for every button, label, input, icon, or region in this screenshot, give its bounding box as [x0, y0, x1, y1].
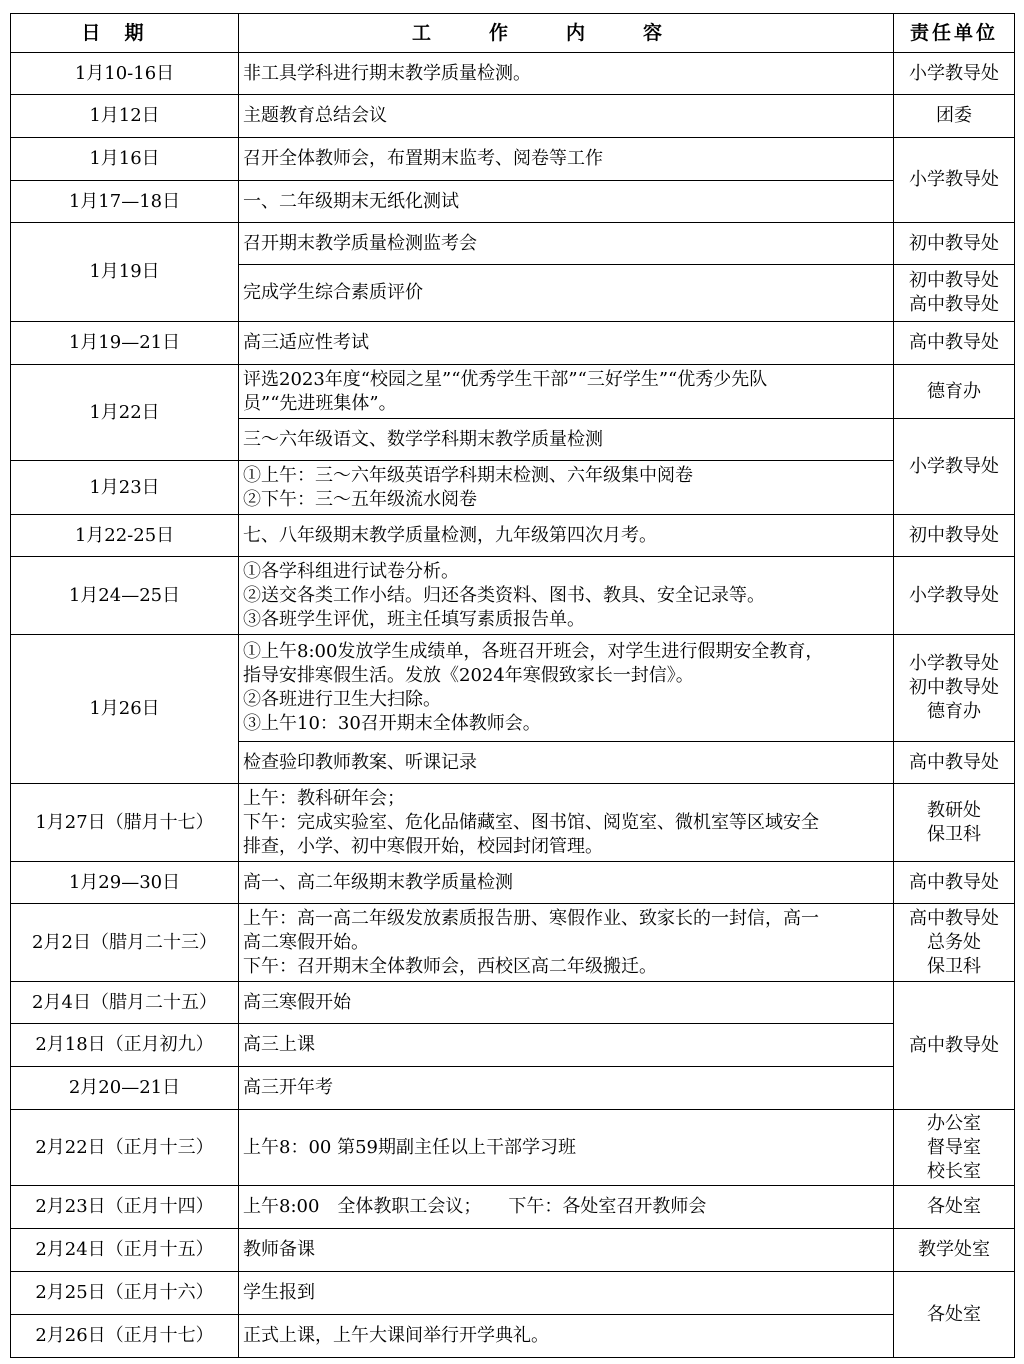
work-cell: ①各学科组进行试卷分析。 ②送交各类工作小结。归还各类资料、图书、教具、安全记录等。 ③各班学生评优，班主任填写素质报告单。 — [239, 557, 894, 635]
unit-cell: 小学教导处 初中教导处 德育办 — [894, 635, 1015, 742]
date-cell: 1月19日 — [11, 223, 239, 322]
table-row — [11, 1315, 1015, 1358]
table-row — [11, 635, 1015, 742]
table-row — [11, 1024, 1015, 1067]
date-cell: 1月26日 — [11, 635, 239, 784]
table-row — [11, 557, 1015, 635]
date-cell: 1月16日 — [11, 138, 239, 181]
work-cell: 上午8:00 全体教职工会议； 下午：各处室召开教师会 — [239, 1186, 894, 1229]
date-cell: 2月18日（正月初九） — [11, 1024, 239, 1067]
unit-cell: 高中教导处 — [894, 862, 1015, 904]
unit-cell: 小学教导处 — [894, 419, 1015, 515]
table-row — [11, 515, 1015, 557]
table-row — [11, 982, 1015, 1024]
work-cell: 学生报到 — [239, 1272, 894, 1315]
unit-cell: 教学处室 — [894, 1229, 1015, 1272]
table-row — [11, 95, 1015, 138]
date-cell: 2月22日（正月十三） — [11, 1110, 239, 1186]
work-cell: 非工具学科进行期末教学质量检测。 — [239, 53, 894, 95]
unit-cell: 各处室 — [894, 1186, 1015, 1229]
date-cell: 2月26日（正月十七） — [11, 1315, 239, 1358]
date-cell: 1月17—18日 — [11, 181, 239, 223]
date-cell: 2月20—21日 — [11, 1067, 239, 1110]
date-cell: 1月23日 — [11, 461, 239, 515]
table-row — [11, 138, 1015, 181]
date-cell: 1月12日 — [11, 95, 239, 138]
unit-cell: 办公室 督导室 校长室 — [894, 1110, 1015, 1186]
work-cell: 完成学生综合素质评价 — [239, 265, 894, 322]
date-cell: 2月25日（正月十六） — [11, 1272, 239, 1315]
unit-cell: 高中教导处 — [894, 322, 1015, 365]
table-row — [11, 1186, 1015, 1229]
table-row — [11, 322, 1015, 365]
work-cell: 高三上课 — [239, 1024, 894, 1067]
unit-cell: 各处室 — [894, 1272, 1015, 1358]
unit-cell: 初中教导处 — [894, 223, 1015, 265]
work-cell: 一、二年级期末无纸化测试 — [239, 181, 894, 223]
table-header-row — [11, 14, 1015, 53]
work-cell: 高三寒假开始 — [239, 982, 894, 1024]
schedule-table — [10, 13, 1015, 1358]
date-cell: 1月22-25日 — [11, 515, 239, 557]
unit-cell: 初中教导处 — [894, 515, 1015, 557]
work-cell: 高三开年考 — [239, 1067, 894, 1110]
table-row — [11, 1067, 1015, 1110]
work-cell: 七、八年级期末教学质量检测，九年级第四次月考。 — [239, 515, 894, 557]
table-row — [11, 1272, 1015, 1315]
unit-cell: 团委 — [894, 95, 1015, 138]
work-cell: 教师备课 — [239, 1229, 894, 1272]
schedule-page — [10, 13, 1014, 1358]
table-row — [11, 862, 1015, 904]
unit-cell: 德育办 — [894, 365, 1015, 419]
unit-cell: 小学教导处 — [894, 138, 1015, 223]
table-row — [11, 53, 1015, 95]
table-row — [11, 1110, 1015, 1186]
work-cell: 召开全体教师会，布置期末监考、阅卷等工作 — [239, 138, 894, 181]
work-cell: ①上午8:00发放学生成绩单，各班召开班会，对学生进行假期安全教育， 指导安排寒假生活。发放《2024年寒假致家长一封信》。 ②各班进行卫生大扫除。 ③上午10：30召开期末全体教师会。 — [239, 635, 894, 742]
date-cell: 1月27日（腊月十七） — [11, 784, 239, 862]
date-cell: 1月29—30日 — [11, 862, 239, 904]
unit-cell: 高中教导处 — [894, 742, 1015, 784]
work-cell: 评选2023年度“校园之星”“优秀学生干部”“三好学生”“优秀少先队 员”“先进班集体”。 — [239, 365, 894, 419]
unit-cell: 教研处 保卫科 — [894, 784, 1015, 862]
work-cell: 上午：高一高二年级发放素质报告册、寒假作业、致家长的一封信，高一 高二寒假开始。 下午：召开期末全体教师会，西校区高二年级搬迁。 — [239, 904, 894, 982]
work-cell: 高三适应性考试 — [239, 322, 894, 365]
work-cell: 召开期末教学质量检测监考会 — [239, 223, 894, 265]
work-cell: 三～六年级语文、数学学科期末教学质量检测 — [239, 419, 894, 461]
table-row — [11, 223, 1015, 265]
work-cell: 检查验印教师教案、听课记录 — [239, 742, 894, 784]
work-cell: 上午8：00 第59期副主任以上干部学习班 — [239, 1110, 894, 1186]
table-row — [11, 461, 1015, 515]
work-cell: 主题教育总结会议 — [239, 95, 894, 138]
table-row — [11, 784, 1015, 862]
date-cell: 2月4日（腊月二十五） — [11, 982, 239, 1024]
date-cell: 1月10-16日 — [11, 53, 239, 95]
table-row — [11, 1229, 1015, 1272]
work-cell: 正式上课，上午大课间举行开学典礼。 — [239, 1315, 894, 1358]
date-cell: 1月24—25日 — [11, 557, 239, 635]
date-cell: 1月22日 — [11, 365, 239, 461]
work-cell: ①上午：三～六年级英语学科期末检测、六年级集中阅卷 ②下午：三～五年级流水阅卷 — [239, 461, 894, 515]
unit-cell: 小学教导处 — [894, 53, 1015, 95]
unit-cell: 高中教导处 总务处 保卫科 — [894, 904, 1015, 982]
unit-cell: 高中教导处 — [894, 982, 1015, 1110]
work-cell: 上午：教科研年会； 下午：完成实验室、危化品储藏室、图书馆、阅览室、微机室等区域安全 排查，小学、初中寒假开始，校园封闭管理。 — [239, 784, 894, 862]
header-unit: 责任单位 — [894, 14, 1015, 53]
date-cell: 2月23日（正月十四） — [11, 1186, 239, 1229]
table-row — [11, 365, 1015, 419]
header-work: 工作内容 — [239, 14, 894, 53]
work-cell: 高一、高二年级期末教学质量检测 — [239, 862, 894, 904]
date-cell: 2月24日（正月十五） — [11, 1229, 239, 1272]
table-row — [11, 904, 1015, 982]
unit-cell: 小学教导处 — [894, 557, 1015, 635]
header-date: 日期 — [11, 14, 239, 53]
date-cell: 2月2日（腊月二十三） — [11, 904, 239, 982]
date-cell: 1月19—21日 — [11, 322, 239, 365]
table-row — [11, 181, 1015, 223]
unit-cell: 初中教导处 高中教导处 — [894, 265, 1015, 322]
